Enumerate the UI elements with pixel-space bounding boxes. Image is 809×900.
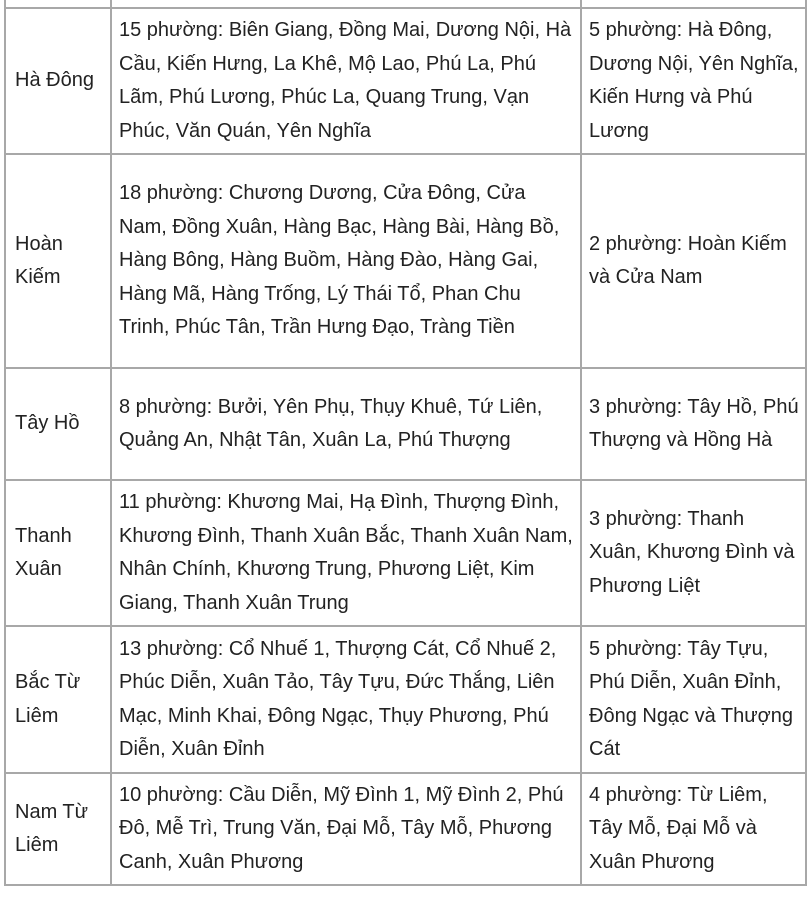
old-wards-cell: 13 phường: Cổ Nhuế 1, Thượng Cát, Cổ Nhuế 2, Phúc Diễn, Xuân Tảo, Tây Tựu, Đức Thắng, Liên Mạc, Minh Khai, Đông Ngạc, Thụy Phương, Phú Diễn, Xuân Đỉnh: [111, 626, 581, 773]
table-row-previous-partial: [5, 0, 806, 8]
ward-merger-table-container: [4, 0, 805, 886]
district-cell: Hà Đông: [5, 8, 111, 154]
new-wards-cell: [581, 0, 806, 8]
district-cell: Bắc Từ Liêm: [5, 626, 111, 773]
district-cell: Tây Hồ: [5, 368, 111, 480]
table-row: [5, 368, 806, 480]
district-cell: Thanh Xuân: [5, 480, 111, 626]
district-cell: Hoàn Kiếm: [5, 154, 111, 368]
old-wards-cell: 10 phường: Cầu Diễn, Mỹ Đình 1, Mỹ Đình 2, Phú Đô, Mễ Trì, Trung Văn, Đại Mỗ, Tây Mỗ, Phương Canh, Xuân Phương: [111, 773, 581, 885]
table-row: [5, 773, 806, 885]
new-wards-cell: 3 phường: Tây Hồ, Phú Thượng và Hồng Hà: [581, 368, 806, 480]
ward-merger-table: [4, 0, 807, 886]
new-wards-cell: 3 phường: Thanh Xuân, Khương Đình và Phương Liệt: [581, 480, 806, 626]
old-wards-cell: 11 phường: Khương Mai, Hạ Đình, Thượng Đình, Khương Đình, Thanh Xuân Bắc, Thanh Xuân Nam, Nhân Chính, Khương Trung, Phương Liệt, Kim Giang, Thanh Xuân Trung: [111, 480, 581, 626]
new-wards-cell: 5 phường: Hà Đông, Dương Nội, Yên Nghĩa, Kiến Hưng và Phú Lương: [581, 8, 806, 154]
old-wards-cell: 8 phường: Bưởi, Yên Phụ, Thụy Khuê, Tứ Liên, Quảng An, Nhật Tân, Xuân La, Phú Thượng: [111, 368, 581, 480]
new-wards-cell: 5 phường: Tây Tựu, Phú Diễn, Xuân Đỉnh, Đông Ngạc và Thượng Cát: [581, 626, 806, 773]
district-cell: Nam Từ Liêm: [5, 773, 111, 885]
table-row: [5, 154, 806, 368]
district-cell: [5, 0, 111, 8]
table-row: [5, 480, 806, 626]
table-row: [5, 8, 806, 154]
new-wards-cell: 4 phường: Từ Liêm, Tây Mỗ, Đại Mỗ và Xuân Phương: [581, 773, 806, 885]
table-row: [5, 626, 806, 773]
old-wards-cell: 15 phường: Biên Giang, Đồng Mai, Dương Nội, Hà Cầu, Kiến Hưng, La Khê, Mộ Lao, Phú La, Phú Lãm, Phú Lương, Phúc La, Quang Trung, Vạn Phúc, Văn Quán, Yên Nghĩa: [111, 8, 581, 154]
new-wards-cell: 2 phường: Hoàn Kiếm và Cửa Nam: [581, 154, 806, 368]
old-wards-cell: 18 phường: Chương Dương, Cửa Đông, Cửa Nam, Đồng Xuân, Hàng Bạc, Hàng Bài, Hàng Bồ, Hàng Bông, Hàng Buồm, Hàng Đào, Hàng Gai, Hàng Mã, Hàng Trống, Lý Thái Tổ, Phan Chu Trinh, Phúc Tân, Trần Hưng Đạo, Tràng Tiền: [111, 154, 581, 368]
old-wards-cell: [111, 0, 581, 8]
